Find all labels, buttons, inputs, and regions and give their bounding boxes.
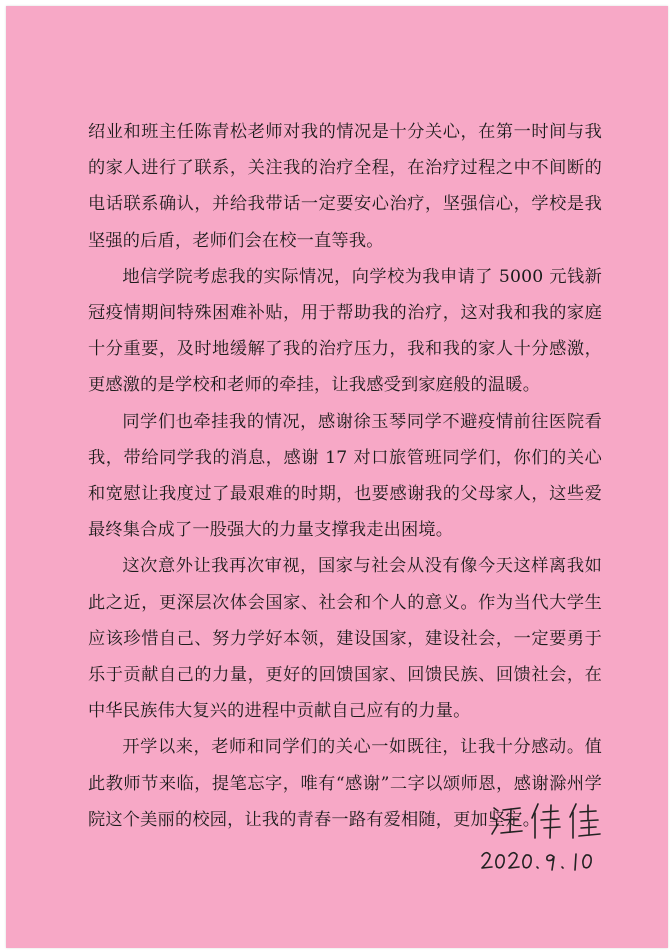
paragraph-4: 这次意外让我再次审视，国家与社会从没有像今天这样离我如此之近，更深层次体会国家、社会和个人的意义。作为当代大学生应该珍惜自己、努力学好本领，建设国家，建设社会，一定要勇于乐于贡献自己的力量，更好的回馈国家、回馈民族、回馈社会，在中华民族伟大复兴的进程中贡献自己应有的力量。	[88, 556, 602, 722]
paragraph-5: 开学以来，老师和同学们的关心一如既往，让我十分感动。值此教师节来临，提笔忘字，唯有“感谢”二字以颂师恩，感谢滁州学院这个美丽的校园，让我的青春一路有爱相随，更加坚定。	[88, 737, 602, 830]
letter-body	[88, 114, 602, 838]
paragraph-2: 地信学院考虑我的实际情况，向学校为我申请了 5000 元钱新冠疫情期间特殊困难补贴，用于帮助我的治疗，这对我和我的家庭十分重要，及时地缓解了我的治疗压力，我和我的家人十分感激，更感激的是学校和老师的牵挂，让我感受到家庭般的温暖。	[88, 266, 602, 396]
handwritten-date	[480, 848, 600, 874]
paragraph-1: 绍业和班主任陈青松老师对我的情况是十分关心，在第一时间与我的家人进行了联系，关注我的治疗全程，在治疗过程之中不间断的电话联系确认，并给我带话一定要安心治疗，坚强信心，学校是我坚强的后盾，老师们会在校一直等我。	[88, 122, 602, 251]
paragraph-3: 同学们也牵挂我的情况，感谢徐玉琴同学不避疫情前往医院看我，带给同学我的消息，感谢 17 对口旅管班同学们，你们的关心和宽慰让我度过了最艰难的时期，也要感谢我的父母家人，这些爱最终集合成了一股强大的力量支撑我走出困境。	[88, 411, 602, 541]
handwritten-signature	[488, 800, 608, 844]
